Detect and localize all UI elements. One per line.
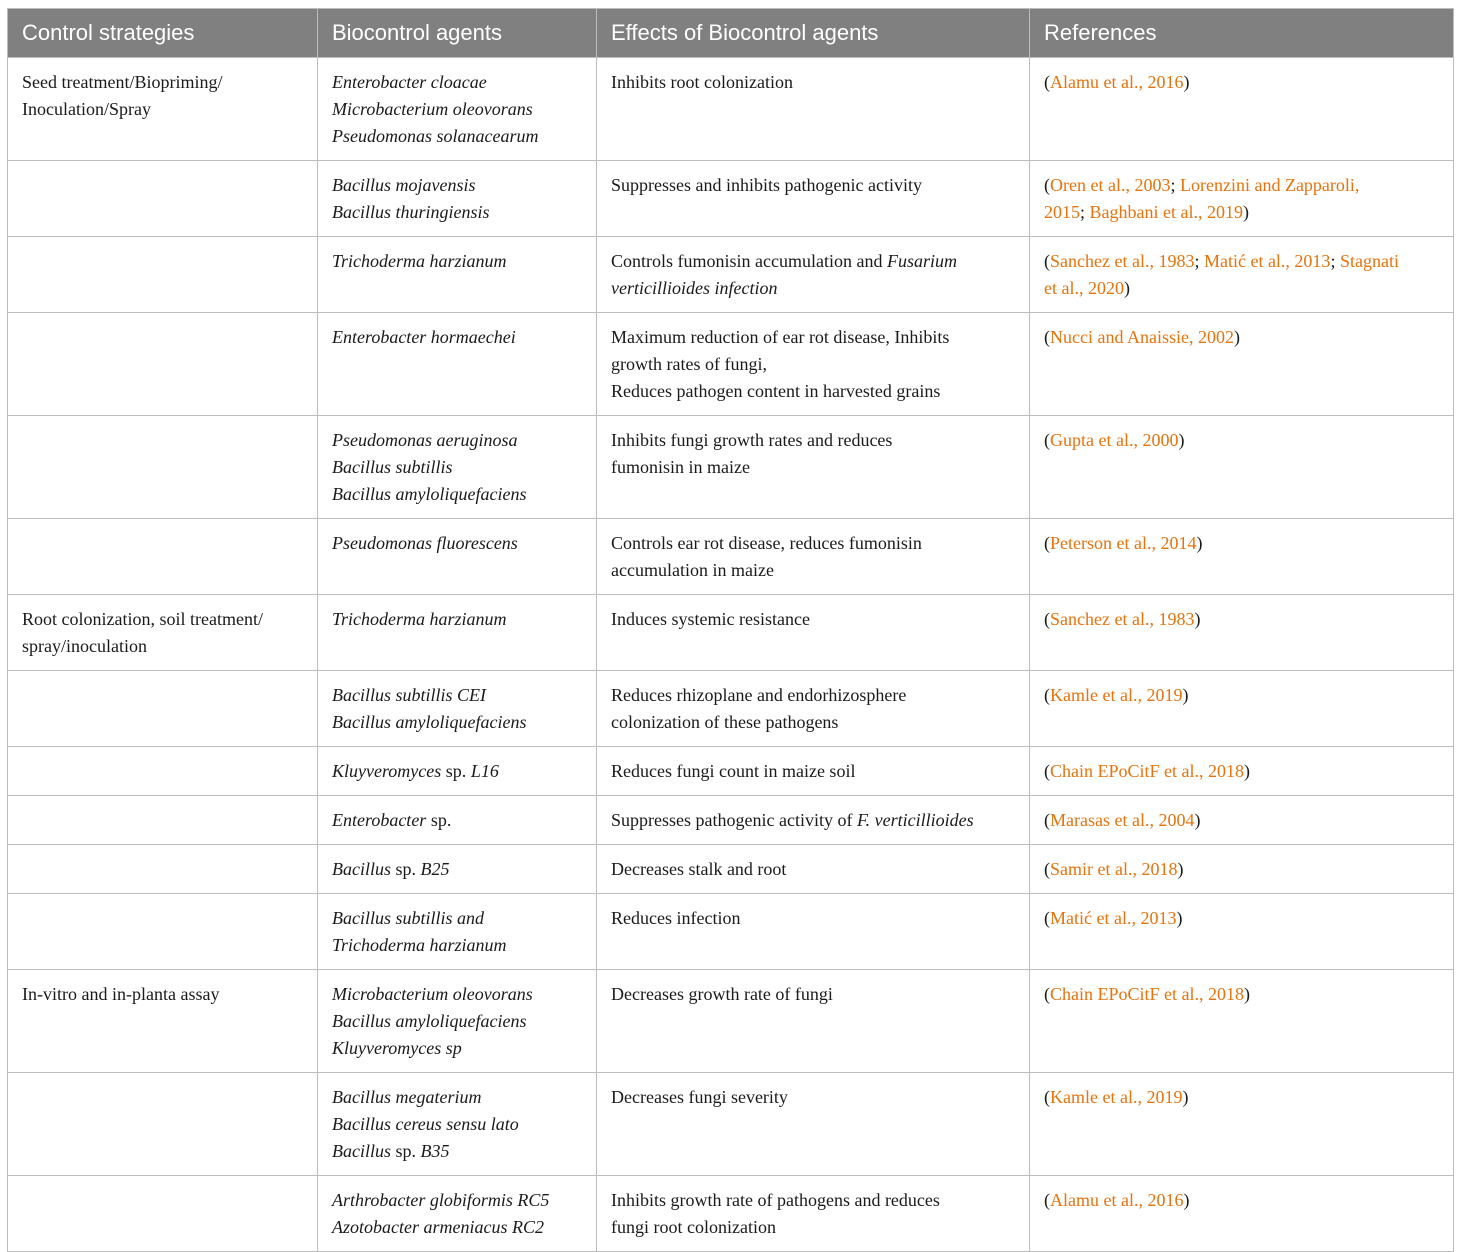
agents-line (332, 1138, 582, 1165)
refs-line (1044, 905, 1439, 932)
agent-name: Trichoderma harzianum (332, 935, 507, 955)
refs-line (1044, 807, 1439, 834)
agent-name: Arthrobacter globiformis RC5 (332, 1190, 550, 1210)
agents-cell (318, 1176, 597, 1252)
strategy-cell (8, 671, 318, 747)
references-cell (1030, 796, 1454, 845)
effects-cell (597, 671, 1030, 747)
effect-text: Decreases growth rate of fungi (611, 984, 833, 1004)
header-row (8, 9, 1454, 58)
reference-punctuation: ) (1178, 430, 1185, 450)
effects-line (611, 758, 1015, 785)
effects-cell (597, 313, 1030, 416)
reference-link[interactable]: Sanchez et al., 1983 (1050, 609, 1195, 629)
effect-text: Suppresses pathogenic activity of (611, 810, 857, 830)
agent-name: Bacillus (332, 1141, 391, 1161)
reference-link[interactable]: Kamle et al., 2019 (1050, 685, 1183, 705)
strategy-cell (8, 58, 318, 161)
effects-line (611, 248, 1015, 275)
reference-link[interactable]: Sanchez et al., 1983 (1050, 251, 1195, 271)
reference-punctuation: ( (1044, 908, 1050, 928)
reference-link[interactable]: Marasas et al., 2004 (1050, 810, 1195, 830)
references-cell (1030, 894, 1454, 970)
agent-name: Bacillus thuringiensis (332, 202, 490, 222)
refs-line (1044, 248, 1439, 275)
strategy-cell (8, 1073, 318, 1176)
effect-text: Inhibits fungi growth rates and reduces (611, 430, 893, 450)
reference-punctuation: ) (1123, 278, 1130, 298)
agents-line (332, 69, 582, 96)
strategy-cell (8, 595, 318, 671)
header-references: References (1030, 9, 1454, 58)
references-cell (1030, 970, 1454, 1073)
reference-punctuation: ) (1176, 908, 1183, 928)
effect-text: accumulation in maize (611, 560, 774, 580)
effect-text: fungi root colonization (611, 1217, 776, 1237)
agents-cell (318, 313, 597, 416)
effects-line (611, 69, 1015, 96)
agent-name: sp. (426, 810, 452, 830)
effect-text: Controls ear rot disease, reduces fumonisin (611, 533, 922, 553)
effects-cell (597, 845, 1030, 894)
reference-punctuation: ( (1044, 533, 1050, 553)
effects-cell (597, 58, 1030, 161)
agents-cell (318, 1073, 597, 1176)
table-row (8, 970, 1454, 1073)
references-cell (1030, 416, 1454, 519)
effect-text: Decreases stalk and root (611, 859, 787, 879)
reference-link[interactable]: Baghbani et al., 2019 (1089, 202, 1243, 222)
effects-line (611, 557, 1015, 584)
agents-line (332, 1111, 582, 1138)
effects-cell (597, 970, 1030, 1073)
reference-punctuation: ) (1233, 327, 1240, 347)
reference-punctuation: ( (1044, 72, 1050, 92)
agent-name: Azotobacter armeniacus RC2 (332, 1217, 544, 1237)
refs-line (1044, 172, 1439, 199)
reference-punctuation: ( (1044, 430, 1050, 450)
reference-link[interactable]: Chain EPoCitF et al., 2018 (1050, 761, 1245, 781)
reference-punctuation: ( (1044, 1087, 1050, 1107)
reference-link[interactable]: Gupta et al., 2000 (1050, 430, 1179, 450)
table-row (8, 671, 1454, 747)
agent-name: Enterobacter cloacae (332, 72, 487, 92)
table-row (8, 796, 1454, 845)
effect-text: Reduces rhizoplane and endorhizosphere (611, 685, 907, 705)
reference-punctuation: ) (1194, 609, 1201, 629)
agents-cell (318, 58, 597, 161)
agents-line (332, 981, 582, 1008)
effects-cell (597, 796, 1030, 845)
effects-line (611, 275, 1015, 302)
agent-name: sp. (391, 1141, 421, 1161)
effects-line (611, 351, 1015, 378)
reference-link[interactable]: Alamu et al., 2016 (1050, 1190, 1184, 1210)
effect-text: Maximum reduction of ear rot disease, Inhibits (611, 327, 950, 347)
strategy-cell (8, 1176, 318, 1252)
reference-punctuation: ) (1244, 761, 1251, 781)
effects-cell (597, 237, 1030, 313)
references-cell (1030, 1176, 1454, 1252)
reference-punctuation: ( (1044, 685, 1050, 705)
effects-cell (597, 519, 1030, 595)
table-row (8, 845, 1454, 894)
biocontrol-table-container (7, 8, 1453, 1252)
reference-punctuation: ) (1182, 685, 1189, 705)
agents-line (332, 248, 582, 275)
reference-punctuation: ( (1044, 761, 1050, 781)
agents-line (332, 905, 582, 932)
refs-line (1044, 427, 1439, 454)
effects-line (611, 454, 1015, 481)
effects-cell (597, 416, 1030, 519)
refs-line (1044, 324, 1439, 351)
effects-line (611, 172, 1015, 199)
refs-line (1044, 199, 1439, 226)
agents-cell (318, 595, 597, 671)
strategy-text: Root colonization, soil treatment/ (22, 609, 263, 629)
effects-line (611, 856, 1015, 883)
agents-cell (318, 845, 597, 894)
agent-name: Bacillus subtillis and (332, 908, 485, 928)
agents-line (332, 1035, 582, 1062)
agents-line (332, 932, 582, 959)
effect-text: verticillioides infection (611, 278, 778, 298)
effect-text: colonization of these pathogens (611, 712, 839, 732)
reference-punctuation: ) (1182, 1087, 1189, 1107)
agents-line (332, 682, 582, 709)
reference-punctuation: ( (1044, 1190, 1050, 1210)
reference-link[interactable]: Stagnati (1339, 251, 1399, 271)
refs-line (1044, 981, 1439, 1008)
table-body (8, 58, 1454, 1252)
agents-line (332, 606, 582, 633)
reference-punctuation: ; (1330, 251, 1340, 271)
agent-name: sp. (391, 859, 421, 879)
agents-line (332, 1008, 582, 1035)
strategy-text: Seed treatment/Biopriming/ (22, 72, 223, 92)
reference-link[interactable]: Alamu et al., 2016 (1050, 72, 1184, 92)
strategy-cell (8, 161, 318, 237)
table-header (8, 9, 1454, 58)
agent-name: Kluyveromyces sp (332, 1038, 462, 1058)
agents-line (332, 172, 582, 199)
agents-line (332, 709, 582, 736)
reference-link[interactable]: Peterson et al., 2014 (1050, 533, 1197, 553)
agents-line (332, 454, 582, 481)
agent-name: Bacillus (332, 859, 391, 879)
refs-line (1044, 682, 1439, 709)
reference-punctuation: ( (1044, 251, 1050, 271)
reference-link[interactable]: Lorenzini and Zapparoli, (1179, 175, 1360, 195)
table-row (8, 313, 1454, 416)
agent-name: Microbacterium oleovorans (332, 99, 533, 119)
reference-punctuation: ) (1244, 984, 1251, 1004)
effect-text: Reduces pathogen content in harvested grains (611, 381, 941, 401)
strategy-text: spray/inoculation (22, 636, 147, 656)
agent-name: Trichoderma harzianum (332, 251, 507, 271)
refs-line (1044, 530, 1439, 557)
table-row (8, 1073, 1454, 1176)
effects-line (611, 606, 1015, 633)
strategy-cell (8, 237, 318, 313)
effect-text: Reduces infection (611, 908, 741, 928)
agents-cell (318, 747, 597, 796)
effects-line (611, 324, 1015, 351)
agent-name: Bacillus amyloliquefaciens (332, 712, 527, 732)
agents-cell (318, 161, 597, 237)
table-row (8, 894, 1454, 970)
table-row (8, 595, 1454, 671)
effects-line (611, 981, 1015, 1008)
agent-name: Bacillus amyloliquefaciens (332, 484, 527, 504)
reference-punctuation: ) (1194, 810, 1201, 830)
agents-line (332, 123, 582, 150)
strategy-text: Inoculation/Spray (22, 99, 151, 119)
agents-line (332, 758, 582, 785)
effect-text: F. verticillioides (856, 810, 974, 830)
effects-cell (597, 894, 1030, 970)
agent-name: Pseudomonas fluorescens (332, 533, 518, 553)
agents-line (332, 199, 582, 226)
table-row (8, 237, 1454, 313)
effects-cell (597, 1073, 1030, 1176)
reference-punctuation: ( (1044, 984, 1050, 1004)
agents-cell (318, 894, 597, 970)
references-cell (1030, 1073, 1454, 1176)
effects-line (611, 1084, 1015, 1111)
reference-punctuation: ; (1194, 251, 1204, 271)
agent-name: Bacillus subtillis (332, 457, 453, 477)
effects-cell (597, 595, 1030, 671)
header-effects: Effects of Biocontrol agents (597, 9, 1030, 58)
effects-line (611, 530, 1015, 557)
reference-punctuation: ) (1196, 533, 1203, 553)
effect-text: Suppresses and inhibits pathogenic activity (611, 175, 922, 195)
agents-line (332, 481, 582, 508)
agent-name: Bacillus megaterium (332, 1087, 482, 1107)
references-cell (1030, 58, 1454, 161)
agents-line (332, 1214, 582, 1241)
table-row (8, 161, 1454, 237)
agent-name: Pseudomonas solanacearum (332, 126, 539, 146)
agents-line (332, 856, 582, 883)
reference-link[interactable]: Chain EPoCitF et al., 2018 (1050, 984, 1245, 1004)
agent-name: Bacillus mojavensis (332, 175, 476, 195)
strategy-cell (8, 845, 318, 894)
agents-cell (318, 671, 597, 747)
refs-line (1044, 275, 1439, 302)
reference-punctuation: ) (1183, 72, 1190, 92)
table-row (8, 1176, 1454, 1252)
refs-line (1044, 1187, 1439, 1214)
reference-punctuation: ; (1170, 175, 1180, 195)
effects-line (611, 1214, 1015, 1241)
agent-name: Enterobacter hormaechei (332, 327, 516, 347)
reference-link[interactable]: Nucci and Anaissie, 2002 (1050, 327, 1234, 347)
reference-link[interactable]: et al., 2020 (1044, 278, 1124, 298)
reference-punctuation: ; (1080, 202, 1090, 222)
agent-name: L16 (470, 761, 499, 781)
effects-line (611, 427, 1015, 454)
references-cell (1030, 595, 1454, 671)
strategy-text: In-vitro and in-planta assay (22, 984, 220, 1004)
agents-line (332, 1084, 582, 1111)
agent-name: Enterobacter (332, 810, 427, 830)
reference-link[interactable]: Samir et al., 2018 (1050, 859, 1178, 879)
references-cell (1030, 237, 1454, 313)
references-cell (1030, 161, 1454, 237)
strategy-cell (8, 747, 318, 796)
reference-link[interactable]: Oren et al., 2003 (1050, 175, 1171, 195)
agent-name: Pseudomonas aeruginosa (332, 430, 518, 450)
effect-text: Reduces fungi count in maize soil (611, 761, 856, 781)
agent-name: Bacillus cereus sensu lato (332, 1114, 519, 1134)
strategy-cell (8, 970, 318, 1073)
effect-text: Controls fumonisin accumulation and (611, 251, 887, 271)
references-cell (1030, 671, 1454, 747)
effects-line (611, 807, 1015, 834)
effects-line (611, 1187, 1015, 1214)
references-cell (1030, 313, 1454, 416)
agents-line (332, 96, 582, 123)
agents-line (332, 1187, 582, 1214)
agents-line (332, 324, 582, 351)
reference-punctuation: ( (1044, 327, 1050, 347)
reference-punctuation: ) (1177, 859, 1184, 879)
refs-line (1044, 758, 1439, 785)
effect-text: Inhibits growth rate of pathogens and reduces (611, 1190, 940, 1210)
strategy-cell (8, 894, 318, 970)
reference-punctuation: ) (1242, 202, 1249, 222)
references-cell (1030, 747, 1454, 796)
refs-line (1044, 856, 1439, 883)
reference-punctuation: ( (1044, 859, 1050, 879)
agent-name: Trichoderma harzianum (332, 609, 507, 629)
reference-link[interactable]: Matić et al., 2013 (1203, 251, 1331, 271)
effects-cell (597, 747, 1030, 796)
table-row (8, 747, 1454, 796)
biocontrol-table (7, 8, 1454, 1252)
refs-line (1044, 1084, 1439, 1111)
references-cell (1030, 519, 1454, 595)
table-row (8, 58, 1454, 161)
agents-cell (318, 796, 597, 845)
effect-text: Fusarium (886, 251, 957, 271)
agent-name: Bacillus amyloliquefaciens (332, 1011, 527, 1031)
table-row (8, 416, 1454, 519)
header-control-strategies: Control strategies (8, 9, 318, 58)
agent-name: Kluyveromyces (332, 761, 442, 781)
effect-text: Decreases fungi severity (611, 1087, 788, 1107)
effects-line (611, 682, 1015, 709)
agent-name: sp. (441, 761, 471, 781)
agent-name: Microbacterium oleovorans (332, 984, 533, 1004)
effect-text: Induces systemic resistance (611, 609, 810, 629)
agents-cell (318, 519, 597, 595)
strategy-cell (8, 416, 318, 519)
reference-punctuation: ( (1044, 175, 1050, 195)
refs-line (1044, 606, 1439, 633)
reference-punctuation: ( (1044, 810, 1050, 830)
table-row (8, 519, 1454, 595)
effect-text: growth rates of fungi, (611, 354, 767, 374)
effect-text: Inhibits root colonization (611, 72, 793, 92)
agents-cell (318, 416, 597, 519)
effects-cell (597, 1176, 1030, 1252)
reference-punctuation: ) (1183, 1190, 1190, 1210)
effects-line (611, 905, 1015, 932)
strategy-cell (8, 796, 318, 845)
strategy-cell (8, 313, 318, 416)
effect-text: fumonisin in maize (611, 457, 750, 477)
reference-link[interactable]: Matić et al., 2013 (1050, 908, 1177, 928)
agent-name: Bacillus subtillis CEI (332, 685, 487, 705)
effects-cell (597, 161, 1030, 237)
agents-line (332, 530, 582, 557)
agents-line (332, 807, 582, 834)
header-biocontrol-agents: Biocontrol agents (318, 9, 597, 58)
effects-line (611, 709, 1015, 736)
agent-name: B35 (420, 1141, 450, 1161)
agent-name: B25 (420, 859, 450, 879)
effects-line (611, 378, 1015, 405)
strategy-cell (8, 519, 318, 595)
agents-cell (318, 237, 597, 313)
references-cell (1030, 845, 1454, 894)
agents-cell (318, 970, 597, 1073)
agents-line (332, 427, 582, 454)
refs-line (1044, 69, 1439, 96)
reference-link[interactable]: Kamle et al., 2019 (1050, 1087, 1183, 1107)
reference-punctuation: ( (1044, 609, 1050, 629)
reference-link[interactable]: 2015 (1044, 202, 1080, 222)
